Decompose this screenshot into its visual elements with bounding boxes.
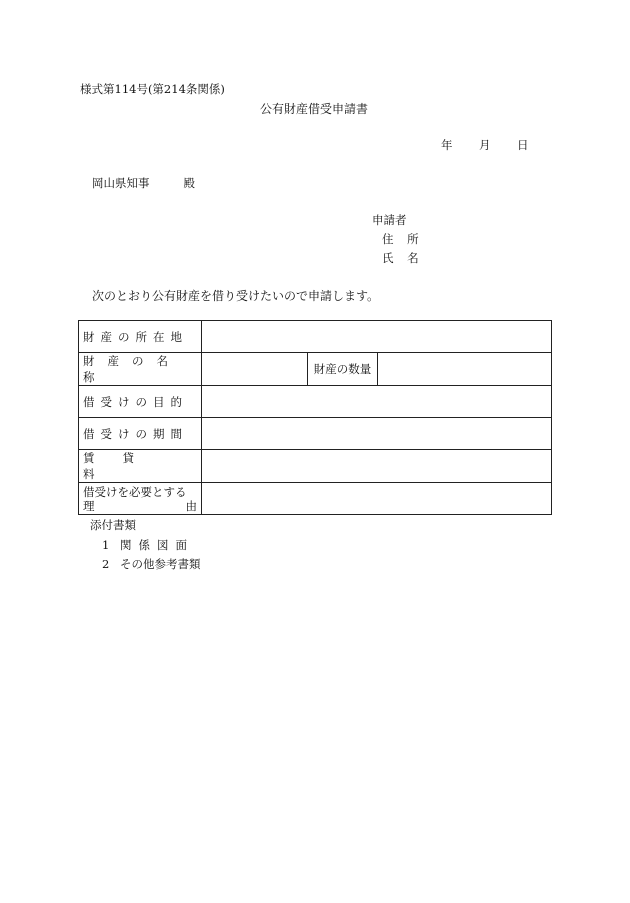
addressee-honorific: 殿 bbox=[183, 176, 195, 190]
location-value-cell[interactable] bbox=[202, 321, 552, 353]
date-month-label: 月 bbox=[479, 138, 491, 152]
property-name-label: 財産の名称 bbox=[79, 353, 202, 386]
applicant-address-label: 住 所 bbox=[382, 232, 424, 246]
document-title: 公有財産借受申請書 bbox=[260, 102, 369, 116]
table-row-reason bbox=[79, 483, 552, 515]
reason-label-line2 bbox=[83, 499, 197, 513]
period-label: 借受けの期間 bbox=[79, 418, 202, 450]
location-label: 財産の所在地 bbox=[79, 321, 202, 353]
attachment-number: 2 bbox=[102, 557, 110, 571]
table-row-period bbox=[79, 418, 552, 450]
table-row-location bbox=[79, 321, 552, 353]
period-value-cell[interactable] bbox=[202, 418, 552, 450]
applicant-name-label: 氏 名 bbox=[382, 251, 424, 265]
quantity-label: 財産の数量 bbox=[308, 353, 378, 386]
date-day-label: 日 bbox=[517, 138, 529, 152]
application-table bbox=[78, 320, 552, 515]
applicant-label: 申請者 bbox=[372, 213, 407, 227]
date-line bbox=[441, 137, 529, 153]
purpose-value-cell[interactable] bbox=[202, 386, 552, 418]
intro-text: 次のとおり公有財産を借り受けたいので申請します。 bbox=[92, 289, 380, 303]
table-row-fee bbox=[79, 450, 552, 483]
fee-value-cell[interactable] bbox=[202, 450, 552, 483]
reason-label-line1: 借受けを必要とする bbox=[83, 484, 187, 499]
attachments-title: 添付書類 bbox=[90, 518, 136, 532]
attachment-item bbox=[102, 537, 194, 553]
form-number: 様式第114号(第214条関係) bbox=[80, 82, 225, 96]
attachment-item bbox=[102, 556, 201, 572]
attachment-text: 関係図面 bbox=[120, 538, 194, 552]
purpose-label: 借受けの目的 bbox=[79, 386, 202, 418]
reason-label bbox=[79, 483, 202, 515]
attachment-text: その他参考書類 bbox=[120, 557, 201, 571]
reason-label-line2-end: 由 bbox=[185, 498, 197, 513]
table-row-purpose bbox=[79, 386, 552, 418]
addressee bbox=[92, 175, 195, 191]
reason-value-cell[interactable] bbox=[202, 483, 552, 515]
addressee-name: 岡山県知事 bbox=[92, 176, 150, 190]
date-year-label: 年 bbox=[441, 138, 453, 152]
property-name-value-cell[interactable] bbox=[202, 353, 308, 386]
table-row-name bbox=[79, 353, 552, 386]
attachment-number: 1 bbox=[102, 538, 110, 552]
fee-label: 賃貸料 bbox=[79, 450, 202, 483]
quantity-value-cell[interactable] bbox=[378, 353, 552, 386]
reason-label-line2-start: 理 bbox=[83, 498, 95, 513]
